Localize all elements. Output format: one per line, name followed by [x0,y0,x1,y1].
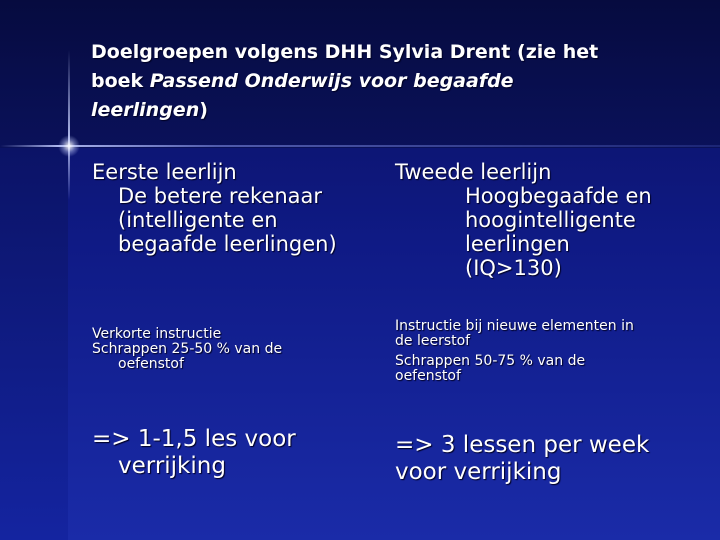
title-line-3 [91,96,691,125]
title-line-3-suffix: ) [199,99,208,121]
right-desc-line: (IQ>130) [465,256,562,280]
slide-title [91,38,691,125]
left-detail-line: Verkorte instructie [92,326,222,342]
left-column-intro [92,160,382,256]
left-heading: Eerste leerlijn [92,160,237,184]
right-conclusion-line: voor verrijking [395,459,562,485]
title-line-1: Doelgroepen volgens DHH Sylvia Drent (zie het [91,41,599,63]
title-line-2 [91,67,691,96]
right-column-intro [395,160,705,280]
right-desc-line: Hoogbegaafde en [465,184,652,208]
left-desc-line: begaafde leerlingen) [118,232,337,256]
divider-line [0,145,720,147]
left-conclusion-line: verrijking [118,453,226,479]
right-detail-line: Instructie bij nieuwe elementen in [395,318,634,334]
title-line-2-italic: Passend Onderwijs voor begaafde [149,70,514,92]
left-detail-line: oefenstof [118,356,184,372]
right-detail-line: Schrappen 50-75 % van de [395,353,586,369]
left-desc-line: (intelligente en [118,208,278,232]
right-detail-line: oefenstof [395,368,461,384]
vertical-accent-line [68,50,70,200]
star-flare-icon [58,135,80,157]
left-band [0,148,68,540]
title-line-3-italic: leerlingen [91,99,200,121]
right-desc-line: hoogintelligente [465,208,636,232]
right-detail-line: de leerstof [395,333,471,349]
title-line-2-prefix: boek [91,70,150,92]
left-column-details [92,327,382,372]
right-conclusion-line: => 3 lessen per week [395,432,650,458]
left-detail-line: Schrappen 25-50 % van de [92,341,283,357]
left-desc-line: De betere rekenaar [118,184,323,208]
left-conclusion-line: => 1-1,5 les voor [92,426,296,452]
right-desc-line: leerlingen [465,232,570,256]
right-column-conclusion [395,432,705,486]
left-column-conclusion [92,426,382,480]
right-heading: Tweede leerlijn [395,160,552,184]
right-column-details [395,319,705,384]
